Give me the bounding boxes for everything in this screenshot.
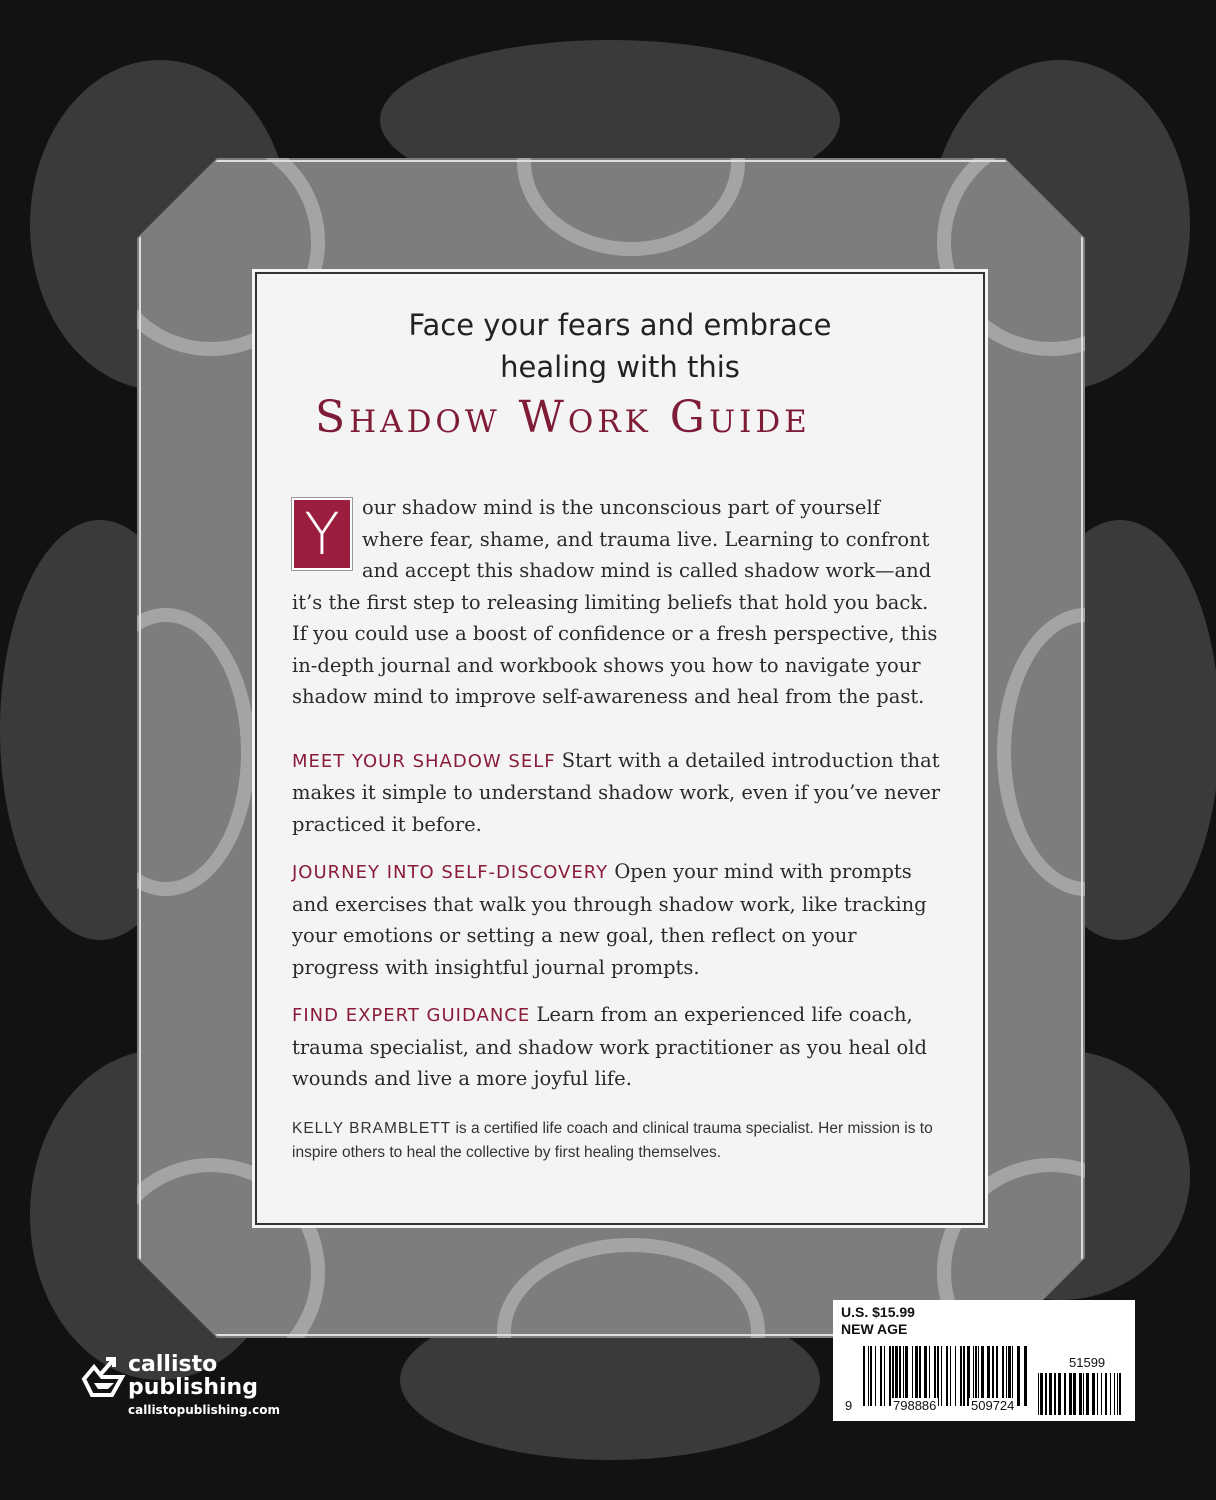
barcode-bar — [915, 1346, 918, 1406]
barcode-bar — [1064, 1373, 1066, 1415]
section-meet-shadow-self — [292, 745, 947, 841]
barcode-bar — [987, 1346, 990, 1406]
barcode-bar — [884, 1346, 885, 1406]
bio-text: is a certified life coach and clinical trauma specialist. Her mission is to inspire others to heal the collective by first healing themselves. — [292, 1119, 933, 1161]
publisher-name-line-2: publishing — [128, 1375, 258, 1400]
barcode-bar — [1006, 1346, 1007, 1406]
barcode-bar — [1079, 1373, 1082, 1415]
barcode-bar — [863, 1346, 865, 1406]
barcode-group-1: 798886 — [893, 1398, 937, 1413]
barcode-label — [833, 1300, 1135, 1421]
barcode-bar — [892, 1346, 894, 1406]
publisher-name-line-1: callisto — [128, 1352, 218, 1377]
intro-paragraph — [292, 492, 947, 713]
barcode-bar — [978, 1346, 979, 1406]
barcode-bar — [950, 1346, 951, 1406]
section-text: Start with a detailed introduction that makes it simple to understand shadow work, even if you’ve never practiced it before. — [292, 748, 941, 836]
publisher-logo — [80, 1352, 280, 1417]
publisher-url: callistopublishing.com — [128, 1403, 280, 1417]
barcode-bar — [1024, 1346, 1027, 1406]
section-text: Open your mind with prompts and exercises that walk you through shadow work, like tracking your emotions or setting a new goal, then reflect on your progress with insightful journal prompts. — [292, 860, 927, 979]
barcode-bar — [1105, 1373, 1107, 1415]
section-expert-guidance — [292, 999, 947, 1095]
barcode-bar — [996, 1346, 998, 1406]
author-name: KELLY BRAMBLETT — [292, 1119, 452, 1137]
barcode-bar — [1040, 1373, 1043, 1415]
barcode-bar — [870, 1346, 872, 1406]
barcode-bar — [895, 1346, 898, 1406]
barcode-bar — [899, 1346, 901, 1406]
barcode-bar — [919, 1346, 921, 1406]
barcode-bar — [1117, 1373, 1118, 1415]
barcode-bar — [963, 1346, 965, 1406]
barcode-bar — [941, 1346, 942, 1406]
barcode-bar — [1097, 1373, 1098, 1415]
section-text: Learn from an experienced life coach, trauma specialist, and shadow work practitioner as you heal old wounds and live a more joyful life. — [292, 1003, 927, 1090]
barcode-bar — [1119, 1373, 1121, 1415]
barcode-bar — [1049, 1373, 1052, 1415]
barcode-bar — [1114, 1373, 1115, 1415]
headline-line-2: healing with this — [500, 350, 740, 384]
barcode-bar — [1045, 1373, 1047, 1415]
barcode-bar — [1054, 1373, 1056, 1415]
barcode-bar — [1038, 1373, 1039, 1415]
barcode-bar — [1086, 1373, 1089, 1415]
barcode-bar — [875, 1346, 876, 1406]
barcode-bar — [1017, 1346, 1020, 1406]
price: U.S. $15.99 — [841, 1304, 915, 1320]
barcode-bar — [1092, 1373, 1095, 1415]
callisto-logo-icon — [80, 1355, 126, 1401]
publisher-name — [128, 1353, 258, 1399]
price-info — [841, 1304, 915, 1338]
barcode-lead-digit: 9 — [845, 1398, 853, 1413]
barcode-bar — [1069, 1373, 1072, 1415]
headline — [257, 304, 983, 388]
barcode-bar — [955, 1346, 956, 1406]
section-label: JOURNEY INTO SELF-DISCOVERY — [292, 862, 609, 883]
barcode-bar — [1083, 1373, 1084, 1415]
barcode-bar — [889, 1346, 891, 1406]
barcode-bar — [880, 1346, 882, 1406]
description — [292, 492, 947, 1165]
barcode-bar — [1002, 1346, 1004, 1406]
barcode-bar — [1012, 1346, 1013, 1406]
intro-text: our shadow mind is the unconscious part of yourself where fear, shame, and trauma live. Learning to confront and accept this shadow mind is called shadow work—and it’s the first step to releasing limiting beliefs that hold you back. If you could use a boost of confidence or a fresh perspective, this in-depth journal and workbook shows you how to navigate your shadow mind to improve self-awareness and heal from the past. — [292, 496, 938, 708]
barcode-bar — [967, 1346, 970, 1406]
barcode-bar — [1101, 1373, 1102, 1415]
category: NEW AGE — [841, 1321, 908, 1337]
barcode-bar — [946, 1346, 948, 1406]
barcode-bar — [1110, 1373, 1111, 1415]
barcode-bar — [929, 1346, 930, 1406]
barcode-bar — [960, 1346, 962, 1406]
barcode-bar — [992, 1346, 994, 1406]
content-panel — [255, 272, 985, 1225]
barcode-bar — [1058, 1373, 1061, 1415]
barcode-bar — [1008, 1346, 1011, 1406]
barcode-bar — [934, 1346, 936, 1406]
author-bio — [292, 1117, 947, 1165]
section-label: MEET YOUR SHADOW SELF — [292, 750, 556, 772]
barcode-bar — [937, 1346, 939, 1406]
headline-line-1: Face your fears and embrace — [408, 308, 832, 342]
drop-cap: Y — [292, 498, 352, 570]
barcode-bar — [912, 1346, 913, 1406]
barcode-bar — [973, 1346, 974, 1406]
barcode-addon-digits: 51599 — [1069, 1355, 1106, 1370]
barcode-bar — [975, 1346, 977, 1406]
barcode-bar — [905, 1346, 908, 1406]
barcode-bar — [981, 1346, 984, 1406]
barcode-bar — [1073, 1373, 1076, 1415]
book-title: Shadow Work Guide — [315, 392, 811, 443]
barcode-group-2: 509724 — [971, 1398, 1015, 1413]
barcode-bar — [868, 1346, 869, 1406]
barcode-bar — [924, 1346, 927, 1406]
section-journey — [292, 856, 947, 983]
section-label: FIND EXPERT GUIDANCE — [292, 1005, 531, 1026]
barcode-bar — [903, 1346, 904, 1406]
